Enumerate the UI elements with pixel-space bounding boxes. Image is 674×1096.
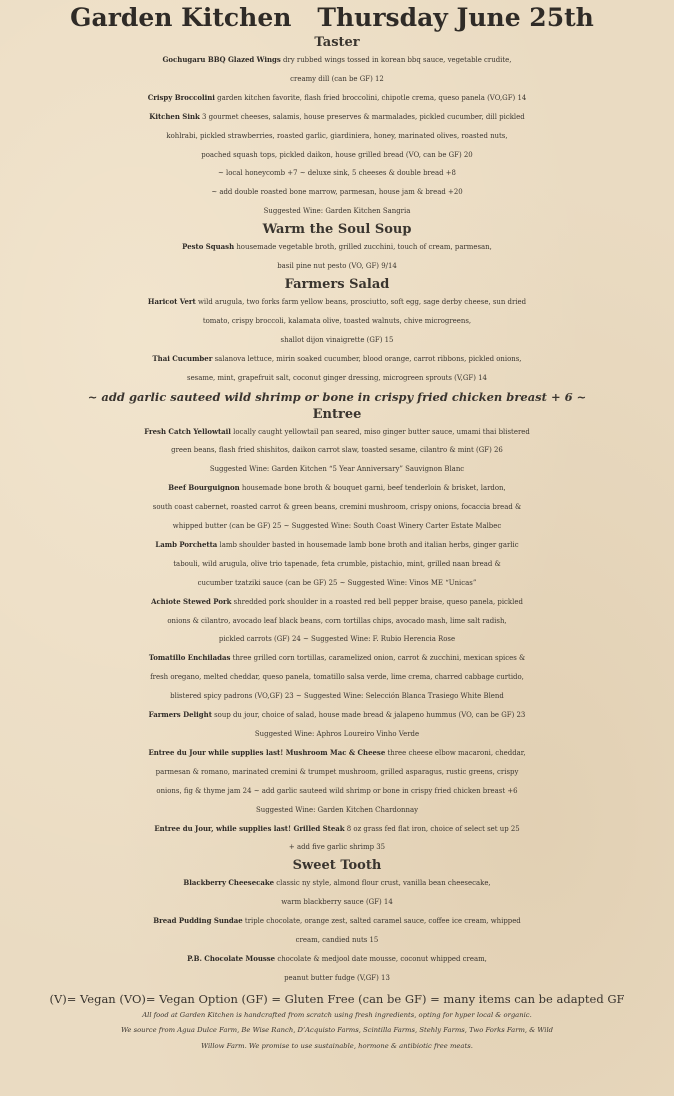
item-name: Beef Bourguignon: [168, 483, 240, 493]
item-name: Farmers Delight: [148, 710, 212, 720]
item-name: Thai Cucumber: [152, 353, 213, 363]
item-name: Entree du Jour while supplies last! Mushroom Mac & Cheese: [148, 747, 386, 757]
menu-date: Thursday June 25th: [317, 3, 594, 32]
item-name: Pesto Squash: [182, 242, 235, 252]
menu-item-kitchen-sink: Kitchen Sink 3 gourmet cheeses, salamis, house preserves & marmalades, pickled cucumber, dill pickled kohlrabi, pickled strawberries, roasted garlic, giardiniera, honey, marinated olives, roasted nuts, poached squash tops, pickled daikon, house grilled bread (VO, can be GF) 20 ~ local honeycomb +7 ~ deluxe sink, 5 cheeses & double bread +8 ~ add double roasted bone marrow, parmesan, house jam & bread +20 Suggested Wine: Garden Kitchen Sangria: [4, 108, 670, 221]
salad-addon: ~ add garlic sauteed wild shrimp or bone in crispy fried chicken breast + 6 ~: [87, 389, 587, 404]
menu-item-broccolini: Crispy Broccolini garden kitchen favorite, flash fried broccolini, chipotle crema, queso panela (VO,GF) 14: [147, 92, 527, 102]
suggested-wine: Suggested Wine: Garden Kitchen Sangria: [263, 207, 411, 216]
suggested-wine: Suggested Wine: Aphros Loureiro Vinho Verde: [254, 730, 420, 738]
section-title-taster: Taster: [314, 35, 360, 50]
item-name: P.B. Chocolate Mousse: [187, 953, 276, 963]
menu-item-haricot-vert: Haricot Vert wild arugula, two forks farm yellow beans, prosciutto, soft egg, sage derby cheese, sun dried tomato, crispy broccoli, kalamata olive, toasted walnuts, chive microgreens, shallot dijon vinaigrette (GF) 15: [147, 296, 527, 344]
item-name: Entree du Jour, while supplies last! Grilled Steak: [154, 823, 345, 833]
suggested-wine: Suggested Wine: Garden Kitchen Chardonnay: [255, 805, 419, 814]
menu-item-farmers-delight: Farmers Delight soup du jour, choice of salad, house made bread & jalapeno hummus (VO, can be GF) 23 Suggested Wine: Aphros Loureiro Vinho Verde: [4, 706, 670, 744]
menu-item-wings: Gochugaru BBQ Glazed Wings dry rubbed wings tossed in korean bbq sauce, vegetable crudite, creamy dill (can be GF) 12: [162, 55, 512, 83]
menu-item-cheesecake: Blackberry Cheesecake classic ny style, almond flour crust, vanilla bean cheesecake, warm blackberry sauce (GF) 14: [183, 878, 491, 907]
menu-item-yellowtail: Fresh Catch Yellowtail locally caught yellowtail pan seared, miso ginger butter sauce, umami thai blistered green beans, flash fried shishitos, daikon carrot slaw, toasted sesame, cilantro & mint (GF) 26 Suggested Wine: Garden Kitchen “5 Year Anniversary” Sauvignon Blanc: [4, 423, 670, 480]
diet-legend: (V)= Vegan (VO)= Vegan Option (GF) = Gluten Free (can be GF) = many items can be adapted GF: [49, 991, 625, 1006]
menu-item-tomatillo-enchiladas: Tomatillo Enchiladas three grilled corn tortillas, caramelized onion, carrot & zucchini, mexican spices & fresh oregano, melted cheddar, queso panela, tomatillo salsa verde, lime crema, charred cabbage curtido, blistered spicy padrons (VO,GF) 23 ~ Suggested Wine: Selección Blanca Trasiego White Blend: [148, 653, 526, 701]
restaurant-name: Garden Kitchen: [70, 3, 292, 32]
section-title-salad: Farmers Salad: [284, 276, 390, 292]
item-name: Crispy Broccolini: [147, 92, 215, 102]
menu-header: [0, 2, 670, 34]
menu-item-achiote-pork: Achiote Stewed Pork shredded pork shoulder in a roasted red bell pepper braise, queso panela, pickled onions & cilantro, avocado leaf black beans, corn tortillas chips, avocado mash, lime salt radish, pickled carrots (GF) 24 ~ Suggested Wine: F. Rubio Herencia Rose: [151, 596, 523, 644]
item-name: Haricot Vert: [147, 296, 196, 306]
item-name: Bread Pudding Sundae: [153, 916, 243, 926]
item-name: Fresh Catch Yellowtail: [144, 426, 231, 436]
menu-item-mac-cheese: Entree du Jour while supplies last! Mushroom Mac & Cheese three cheese elbow macaroni, cheddar, parmesan & romano, marinated cremini & trumpet mushroom, grilled asparagus, rustic greens, crispy onions, fig & thyme jam 24 ~ add garlic sauteed wild shrimp or bone in crispy fried chicken breast +6 Suggested Wine: Garden Kitchen Chardonnay: [4, 744, 670, 820]
sourcing-footer: All food at Garden Kitchen is handcrafted from scratch using fresh ingredients, opting for hyper local & organic. We source from Agua Dulce Farm, Be Wise Ranch, D’Acquisto Farms, Scintilla Farms, Stehly Farms, Two Forks Farm, & Wild Willow Farm. We promise to use sustainable, hormone & antibiotic free meats.: [120, 1010, 553, 1050]
menu-item-lamb-porchetta: Lamb Porchetta lamb shoulder basted in housemade lamb bone broth and italian herbs, ginger garlic tabouli, wild arugula, olive trio tapenade, feta crumble, pistachio, mint, grilled naan bread & cucumber tzatziki sauce (can be GF) 25 ~ Suggested Wine: Vinos ME “Unicas”: [155, 539, 519, 587]
section-title-soup: Warm the Soul Soup: [262, 222, 412, 238]
menu-item-pesto-squash: Pesto Squash housemade vegetable broth, grilled zucchini, touch of cream, parmesan, basil pine nut pesto (VO, GF) 9/14: [182, 242, 492, 271]
section-title-entree: Entree: [312, 406, 362, 422]
item-name: Kitchen Sink: [149, 111, 200, 121]
item-name: Gochugaru BBQ Glazed Wings: [162, 55, 281, 64]
menu-item-chocolate-mousse: P.B. Chocolate Mousse chocolate & medjool date mousse, coconut whipped cream, peanut butter fudge (V,GF) 13: [187, 953, 487, 982]
menu-item-beef-bourguignon: Beef Bourguignon housemade bone broth & bouquet garni, beef tenderloin & brisket, lardon, south coast cabernet, roasted carrot & green beans, cremini mushroom, crispy onions, focaccia bread & whipped butter (can be GF) 25 ~ Suggested Wine: South Coast Winery Carter Estate Malbec: [152, 483, 522, 531]
menu-item-grilled-steak: Entree du Jour, while supplies last! Grilled Steak 8 oz grass fed flat iron, choice of select set up 25 + add five garlic shrimp 35: [154, 823, 520, 852]
menu-item-thai-cucumber: Thai Cucumber salanova lettuce, mirin soaked cucumber, blood orange, carrot ribbons, pickled onions, sesame, mint, grapefruit salt, coconut ginger dressing, microgreen sprouts (V,GF) 14: [152, 353, 522, 382]
item-name: Blackberry Cheesecake: [183, 878, 275, 888]
section-title-dessert: Sweet Tooth: [292, 858, 382, 874]
item-name: Lamb Porchetta: [155, 539, 218, 549]
item-name: Tomatillo Enchiladas: [148, 653, 231, 663]
suggested-wine: Suggested Wine: Garden Kitchen “5 Year Anniversary” Sauvignon Blanc: [209, 465, 465, 474]
item-name: Achiote Stewed Pork: [151, 596, 232, 606]
menu-item-bread-pudding: Bread Pudding Sundae triple chocolate, orange zest, salted caramel sauce, coffee ice cream, whipped cream, candied nuts 15: [153, 916, 521, 945]
